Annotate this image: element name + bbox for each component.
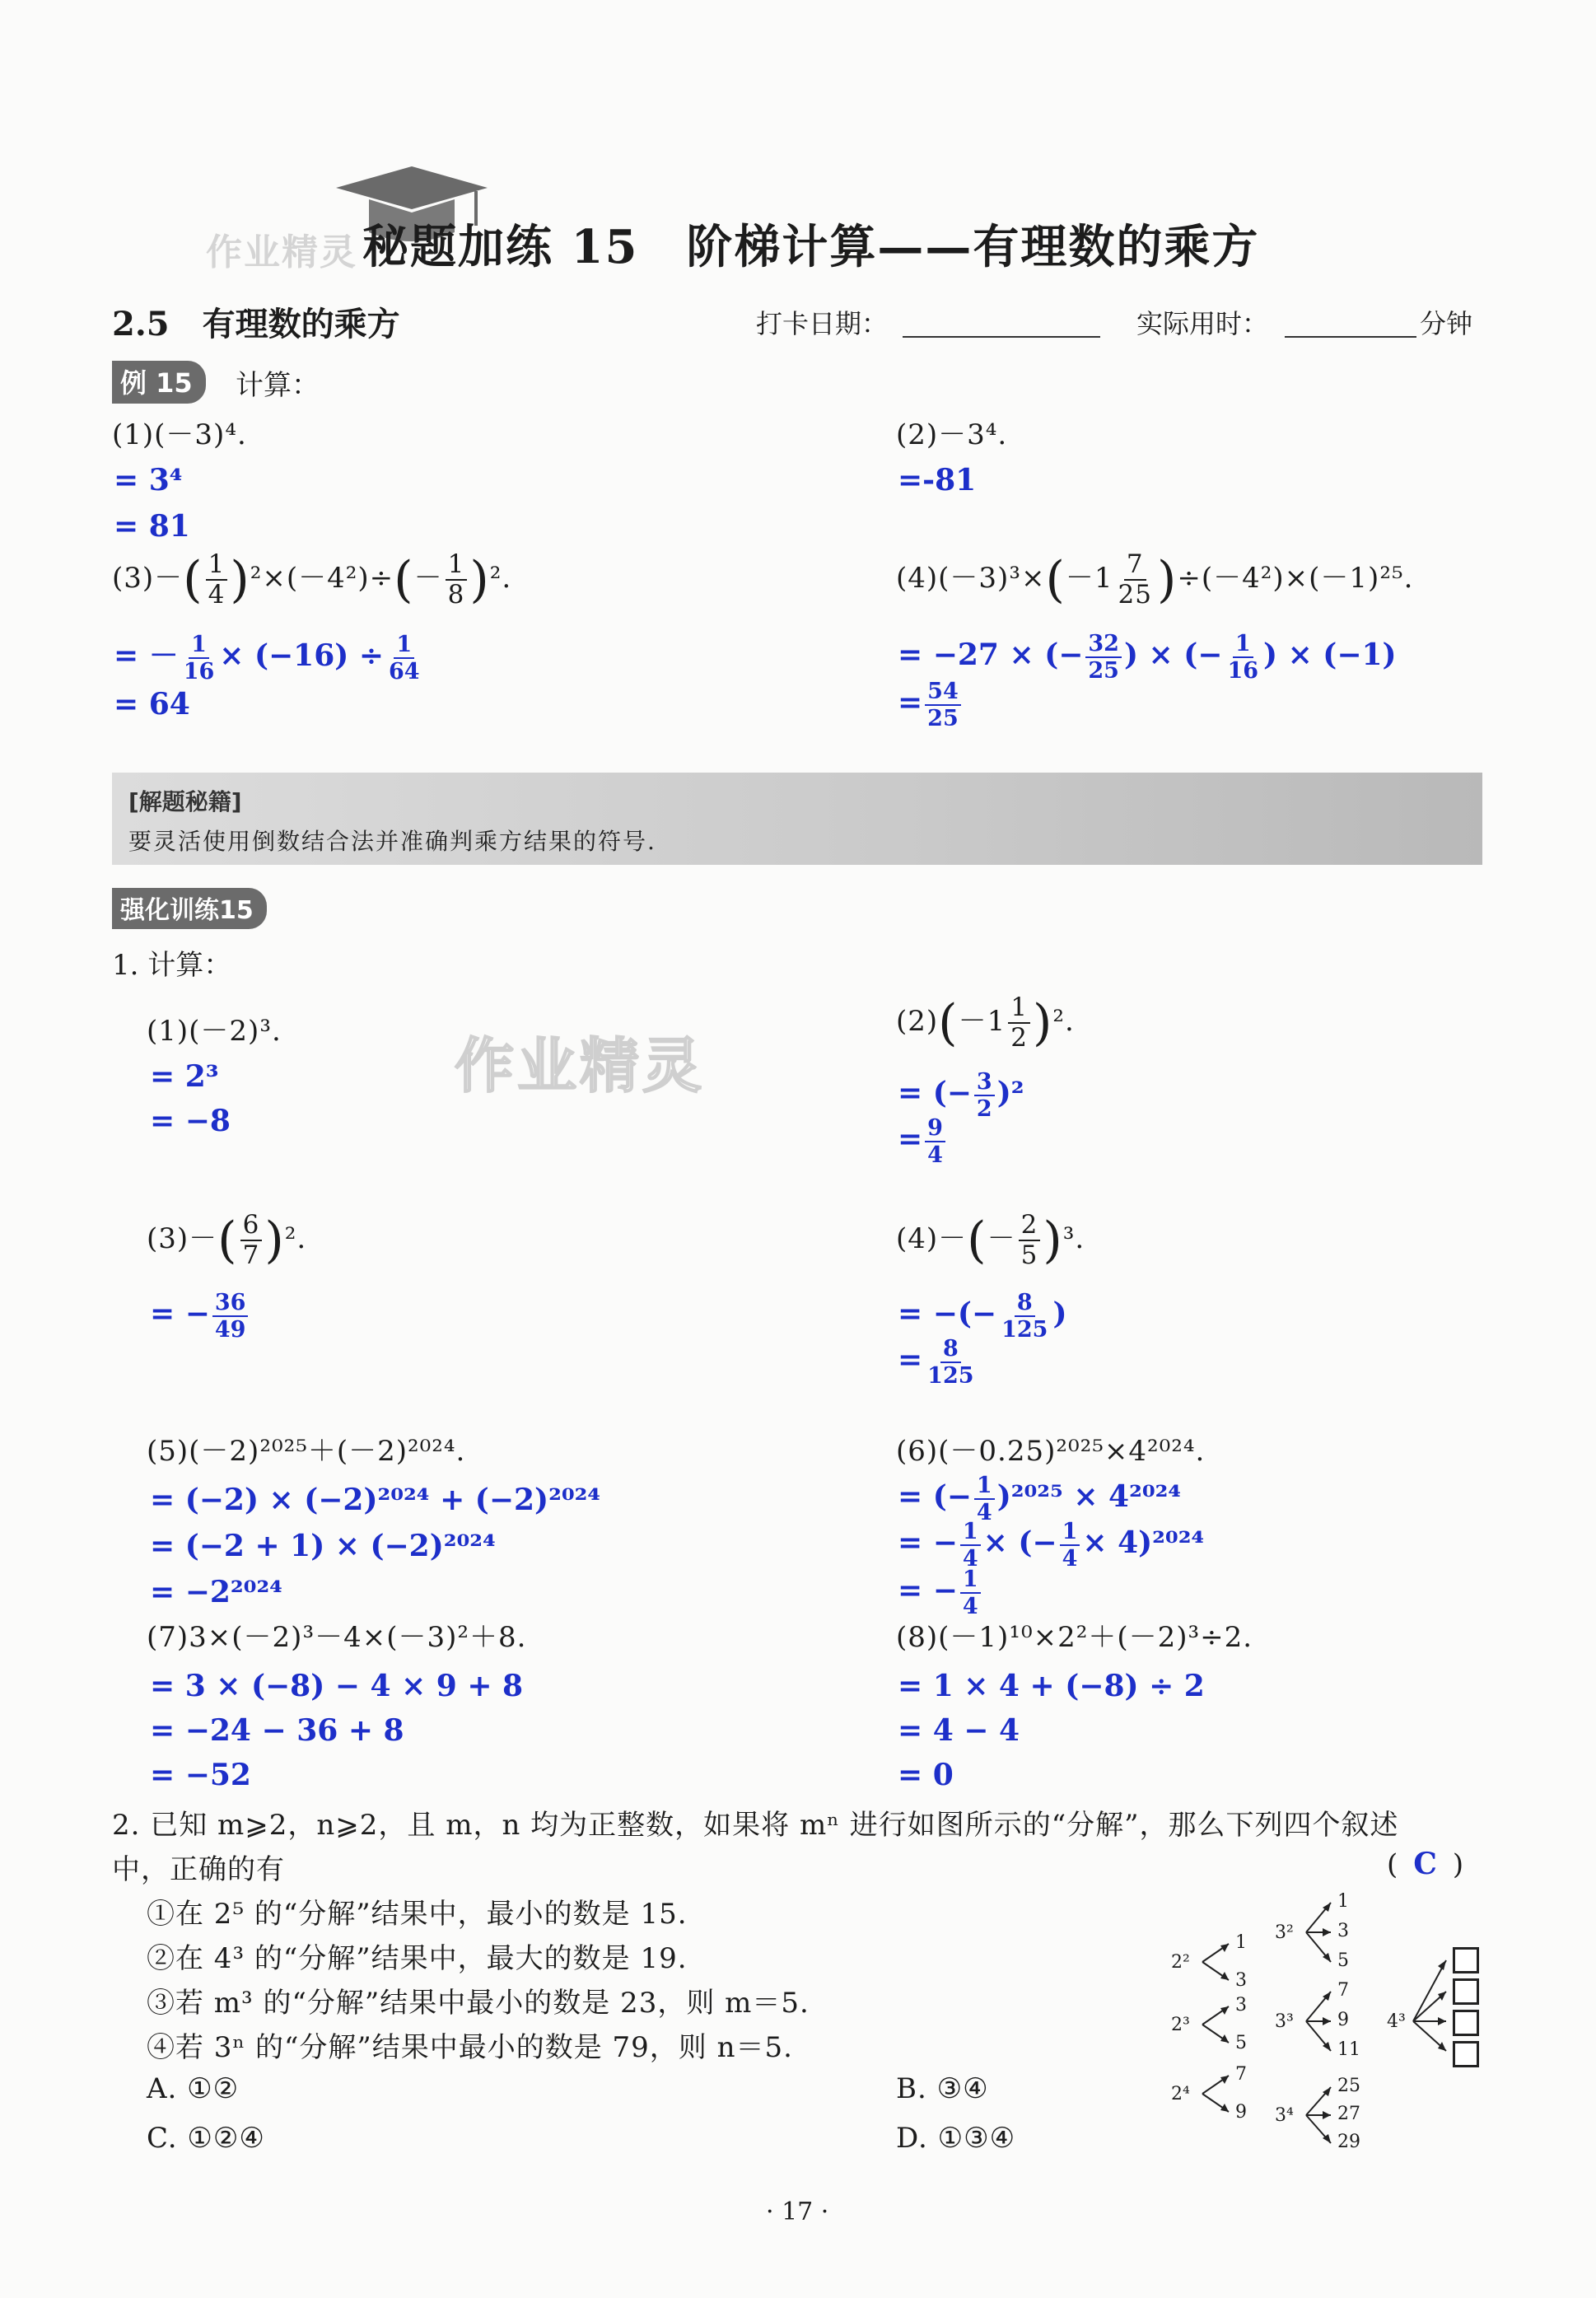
example-p1-answer-2: = 81 xyxy=(114,509,190,544)
diagram-arrows xyxy=(1169,1886,1499,2158)
q2-statement-2: ②在 4³ 的“分解”结果中，最大的数是 19. xyxy=(147,1942,688,1975)
time-field[interactable] xyxy=(1285,336,1416,338)
training-i5-question: (5)(－2)²⁰²⁵＋(－2)²⁰²⁴. xyxy=(147,1435,466,1468)
example-badge: 例 15 xyxy=(112,361,206,404)
training-i7-answer-3: = −52 xyxy=(150,1758,251,1792)
example-p3-answer-2: = 64 xyxy=(114,687,190,722)
diagram-blank-box[interactable] xyxy=(1453,1947,1479,1973)
training-i3-question: (3)－( $\frac{6}{7}$ )². xyxy=(147,1210,307,1270)
decomposition-diagram xyxy=(1169,1886,1499,2158)
training-i8-answer-3: = 0 xyxy=(898,1758,954,1792)
diagram-num: 25 xyxy=(1337,2076,1360,2096)
training-i4-answer-2: = $\frac{8}{125}$ xyxy=(898,1336,974,1389)
training-i1-answer-1: = 2³ xyxy=(150,1059,219,1094)
diagram-num: 29 xyxy=(1337,2132,1360,2152)
training-i1-answer-2: = −8 xyxy=(150,1104,231,1138)
training-i8-answer-1: = 1 × 4 + (−8) ÷ 2 xyxy=(898,1669,1205,1703)
example-p4-answer-1: = −27 × (− $\frac{32}{25}$ ) × (− $\frac{1}{16}$ ) × (−1) xyxy=(898,631,1397,684)
diagram-base-3-3: 3³ xyxy=(1275,2011,1294,2032)
diagram-num: 1 xyxy=(1337,1891,1349,1912)
time-unit: 分钟 xyxy=(1420,308,1473,339)
training-i5-answer-3: = −2²⁰²⁴ xyxy=(150,1575,282,1609)
time-label: 实际用时： xyxy=(1136,308,1269,339)
q2-option-d[interactable]: D. ①③④ xyxy=(896,2122,1016,2155)
training-i6-answer-2: = − $\frac{1}{4}$ × (− $\frac{1}{4}$ × 4)²⁰²⁴ xyxy=(898,1519,1205,1572)
diagram-num: 11 xyxy=(1337,2039,1360,2060)
date-field[interactable] xyxy=(903,336,1100,338)
example-p1-answer-1: = 3⁴ xyxy=(114,463,183,497)
training-i6-answer-1: = (− $\frac{1}{4}$ )²⁰²⁵ × 4²⁰²⁴ xyxy=(898,1473,1182,1525)
q2-statement-4: ④若 3ⁿ 的“分解”结果中最小的数是 79，则 n＝5. xyxy=(147,2031,793,2064)
q2-option-a[interactable]: A. ①② xyxy=(147,2072,240,2105)
training-i4-question: (4)－(－ $\frac{2}{5}$ )³. xyxy=(896,1210,1085,1270)
diagram-num: 1 xyxy=(1235,1932,1247,1953)
training-i6-question: (6)(－0.25)²⁰²⁵×4²⁰²⁴. xyxy=(896,1435,1206,1468)
training-i2-question: (2)(－1 $\frac{1}{2}$ )². xyxy=(896,993,1075,1053)
diagram-num: 9 xyxy=(1337,2010,1349,2030)
q2-line-1: 2. 已知 m⩾2，n⩾2，且 m，n 均为正整数，如果将 mⁿ 进行如图所示的“分解”，那么下列四个叙述 xyxy=(112,1809,1399,1842)
example-prompt: 计算： xyxy=(236,369,320,402)
diagram-base-4-3: 4³ xyxy=(1387,2011,1406,2032)
watermark-center: 作业精灵 xyxy=(455,1031,706,1100)
training-badge: 强化训练15 xyxy=(112,888,267,929)
q2-option-c[interactable]: C. ①②④ xyxy=(147,2122,265,2155)
example-p1-question: (1)(－3)⁴. xyxy=(112,418,247,451)
q2-line-2: 中，正确的有 xyxy=(112,1853,285,1886)
diagram-blank-box[interactable] xyxy=(1453,1978,1479,2005)
training-i7-question: (7)3×(－2)³－4×(－3)²＋8. xyxy=(147,1621,527,1654)
diagram-num: 3 xyxy=(1235,1995,1247,2015)
page-title: 秘题加练 15 阶梯计算——有理数的乘方 xyxy=(362,220,1260,274)
diagram-num: 7 xyxy=(1235,2064,1247,2085)
q2-answer-bracket: ( C ) xyxy=(1387,1847,1465,1881)
diagram-base-3-2: 3² xyxy=(1275,1922,1294,1943)
q2-statement-3: ③若 m³ 的“分解”结果中最小的数是 23，则 m＝5. xyxy=(147,1987,810,2020)
q2-answer: C xyxy=(1413,1847,1438,1881)
diagram-base-2-4: 2⁴ xyxy=(1171,2084,1190,2104)
diagram-base-2-2: 2² xyxy=(1171,1952,1190,1973)
training-i2-answer-2: = $\frac{9}{4}$ xyxy=(898,1117,948,1166)
training-i7-answer-1: = 3 × (−8) − 4 × 9 + 8 xyxy=(150,1669,524,1703)
training-i5-answer-1: = (−2) × (−2)²⁰²⁴ + (−2)²⁰²⁴ xyxy=(150,1483,601,1517)
diagram-num: 3 xyxy=(1235,1970,1247,1991)
diagram-num: 7 xyxy=(1337,1980,1349,2001)
diagram-num: 27 xyxy=(1337,2104,1360,2124)
date-label: 打卡日期： xyxy=(756,308,889,339)
diagram-num: 5 xyxy=(1235,2033,1247,2053)
training-i8-answer-2: = 4 − 4 xyxy=(898,1713,1020,1748)
example-p4-question: (4)(－3)³×(－1 $\frac{7}{25}$ )÷(－4²)×(－1)²⁵. xyxy=(896,549,1414,610)
example-p3-question: (3)－( $\frac{1}{4}$ )²×(－4²)÷(－ $\frac{1}{8}$ )². xyxy=(112,549,512,610)
q2-option-b[interactable]: B. ③④ xyxy=(896,2072,989,2105)
training-i6-answer-3: = − $\frac{1}{4}$ xyxy=(898,1568,983,1618)
training-i4-answer-1: = −(− $\frac{8}{125}$ ) xyxy=(898,1290,1067,1343)
tips-box xyxy=(112,773,1482,865)
diagram-num: 3 xyxy=(1337,1921,1349,1941)
section-title: 2.5 有理数的乘方 xyxy=(112,305,400,343)
example-p2-question: (2)－3⁴. xyxy=(896,418,1008,451)
page-number: · 17 · xyxy=(766,2198,829,2226)
training-q1-prompt: 1. 计算： xyxy=(112,949,232,982)
example-p3-answer-1: = － $\frac{1}{16}$ × (−16) ÷ $\frac{1}{64}$ xyxy=(114,632,420,684)
diagram-num: 9 xyxy=(1235,2102,1247,2123)
tips-text: 要灵活使用倒数结合法并准确判乘方结果的符号. xyxy=(128,828,656,855)
training-i5-answer-2: = (−2 + 1) × (−2)²⁰²⁴ xyxy=(150,1529,496,1563)
training-i8-question: (8)(－1)¹⁰×2²＋(－2)³÷2. xyxy=(896,1621,1253,1654)
diagram-num: 5 xyxy=(1337,1950,1349,1971)
tips-title: [解题秘籍] xyxy=(128,788,242,815)
training-i2-answer-1: = (− $\frac{3}{2}$ )² xyxy=(898,1069,1024,1122)
watermark-logo: 作业精灵 xyxy=(206,231,357,273)
training-i1-question: (1)(－2)³. xyxy=(147,1015,282,1048)
example-p4-answer-2: = $\frac{54}{25}$ xyxy=(898,680,964,730)
diagram-blank-box[interactable] xyxy=(1453,2010,1479,2036)
q2-statement-1: ①在 2⁵ 的“分解”结果中，最小的数是 15. xyxy=(147,1898,688,1931)
diagram-base-3-4: 3⁴ xyxy=(1275,2105,1294,2126)
diagram-base-2-3: 2³ xyxy=(1171,2015,1190,2035)
example-p2-answer-1: =-81 xyxy=(898,463,977,497)
training-i7-answer-2: = −24 − 36 + 8 xyxy=(150,1713,404,1748)
diagram-blank-box[interactable] xyxy=(1453,2041,1479,2067)
training-i3-answer-1: = − $\frac{36}{49}$ xyxy=(150,1291,250,1341)
